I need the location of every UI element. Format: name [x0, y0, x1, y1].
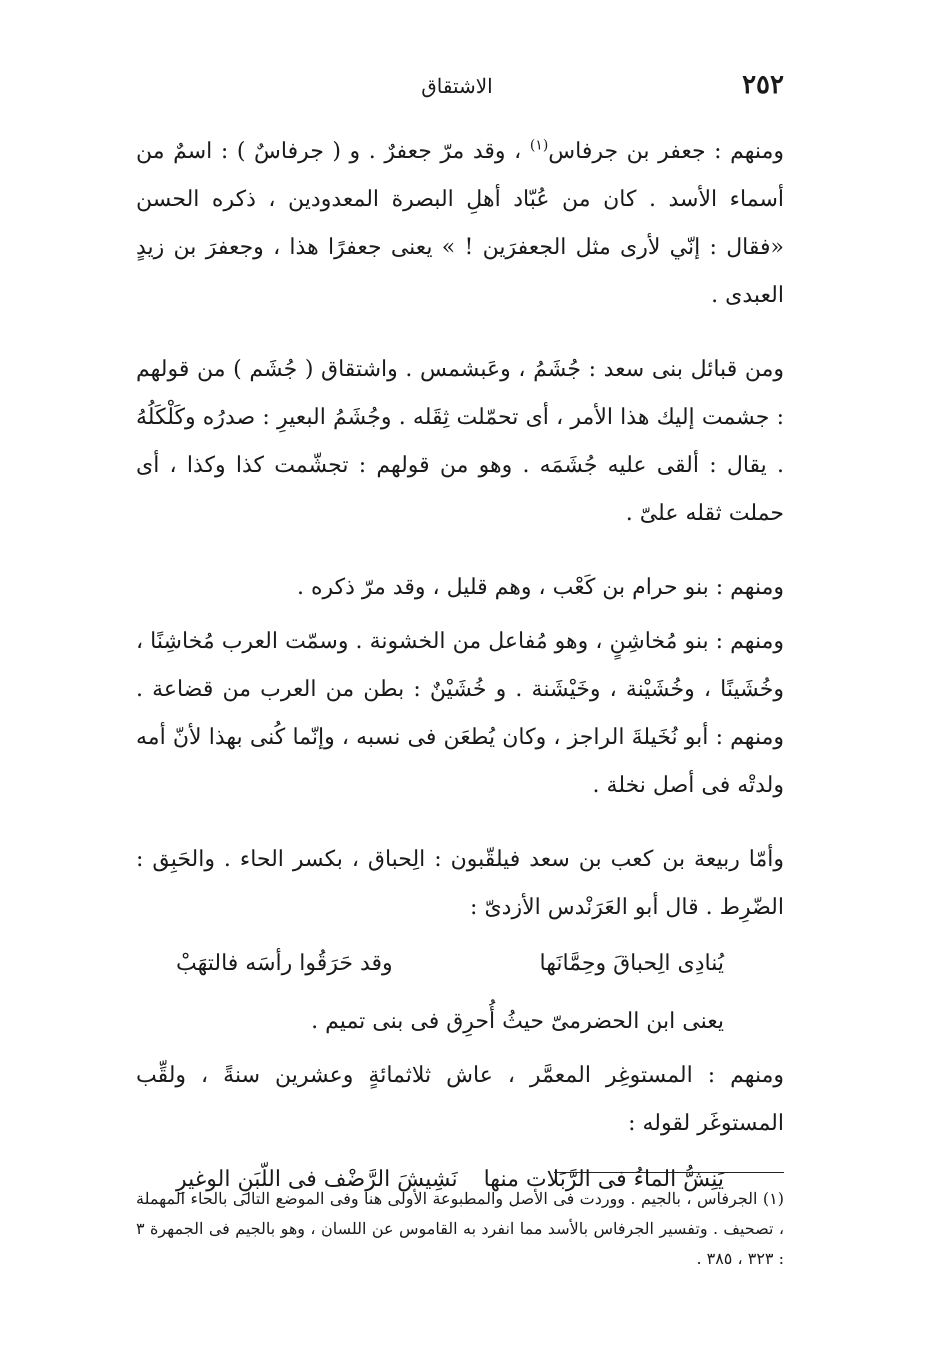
paragraph-haram: ومنهم : بنو حرام بن كَعْب ، وهم قليل ، وقد مرّ ذكره . — [296, 575, 784, 600]
main-text — [136, 128, 784, 1208]
paragraph-jusham: ومن قبائل بنى سعد : جُشَمُ ، وعَبشمس . واشتقاق ( جُشَم ) من قولهم : جشمت إليك هذا الأمر ، أى تحمّلت ثِقَله . وجُشَمُ البعيرِ : صدرُه وكَلْكَلُهُ . يقال : ألقى عليه جُشَمَه . وهو من قولهم : تجشّمت كذا وكذا ، أى حملت ثقله علىّ . — [136, 357, 784, 526]
verse-second-hemistich: نَشِيشَ الرَّضْف فى اللّبَنِ الوغيرِ — [176, 1167, 458, 1192]
running-title: الاشتقاق — [421, 74, 493, 98]
page-number: ٢٥٢ — [742, 70, 784, 100]
footnote: (١) الجرفاس ، بالجيم . ووردت فى الأصل والمطبوعة الأولى هنا وفى الموضع التالى بالحاء المهملة ، تصحيف . وتفسير الجرفاس بالأسد مما انفرد به القاموس عن اللسان ، وهو بالجيم فى الجمهرة ٣ : ٣٢٣ ، ٣٨٥ . — [136, 1189, 785, 1268]
paragraph-rabia: وأمّا ربيعة بن كعب بن سعد فيلقّبون : الِحباق ، بكسر الحاء . والحَبِق : الضّرِط . قال أبو العَرَنْدس الأزدىّ : — [136, 847, 784, 920]
paragraph-text: ومنهم : جعفر بن جرفاس — [548, 139, 784, 164]
verse-explanation: يعنى ابن الحضرمىّ حيثُ أُحرِق فى بنى تميم . — [311, 1009, 724, 1034]
paragraph-mukhashin: ومنهم : بنو مُخاشِنٍ ، وهو مُفاعل من الخشونة . وسمّت العرب مُخاشِنًا ، وخُشَينًا ، وخُشَيْنة ، وخَيْشَنة . و خُشَيْنٌ : بطن من العرب من قضاعة . ومنهم : أبو نُخَيلةَ الراجز ، وكان يُطعَن فى نسبه ، وإنّما كُنى بهذا لأنّ أمه ولدتْه فى أصل نخلة . — [136, 629, 784, 798]
footnote-divider — [554, 1172, 784, 1173]
paragraph-text: ، وقد مرّ جعفرٌ . و ( جرفاسٌ ) : اسمٌ من أسماء الأسد . كان من عُبّاد أهلِ البصرة المعدودين ، ذكره الحسن «فقال : إنّي لأرى مثل الجعفرَين ! » يعنى جعفرًا هذا ، وجعفرَ بن زيدٍ العبدى . — [136, 139, 784, 308]
verse-second-hemistich: وقد حَرَقُوا رأسَه فالتهَبْ — [176, 951, 393, 976]
paragraph-jafar — [136, 128, 784, 320]
paragraph-mustawghir: ومنهم : المستوغِر المعمَّر ، عاش ثلاثمائةٍ وعشرين سنةً ، ولقِّب المستوغَر لقوله : — [136, 1063, 784, 1136]
verse-first-hemistich: يَنِشُّ الماءُ فى الرَّبَلات منها — [483, 1167, 724, 1192]
verse-line — [136, 932, 784, 992]
page-header — [130, 70, 784, 110]
footnote-marker: (١) — [529, 137, 549, 154]
verse-first-hemistich: يُنادِى الِحباقَ وحِمَّانَها — [539, 951, 724, 976]
